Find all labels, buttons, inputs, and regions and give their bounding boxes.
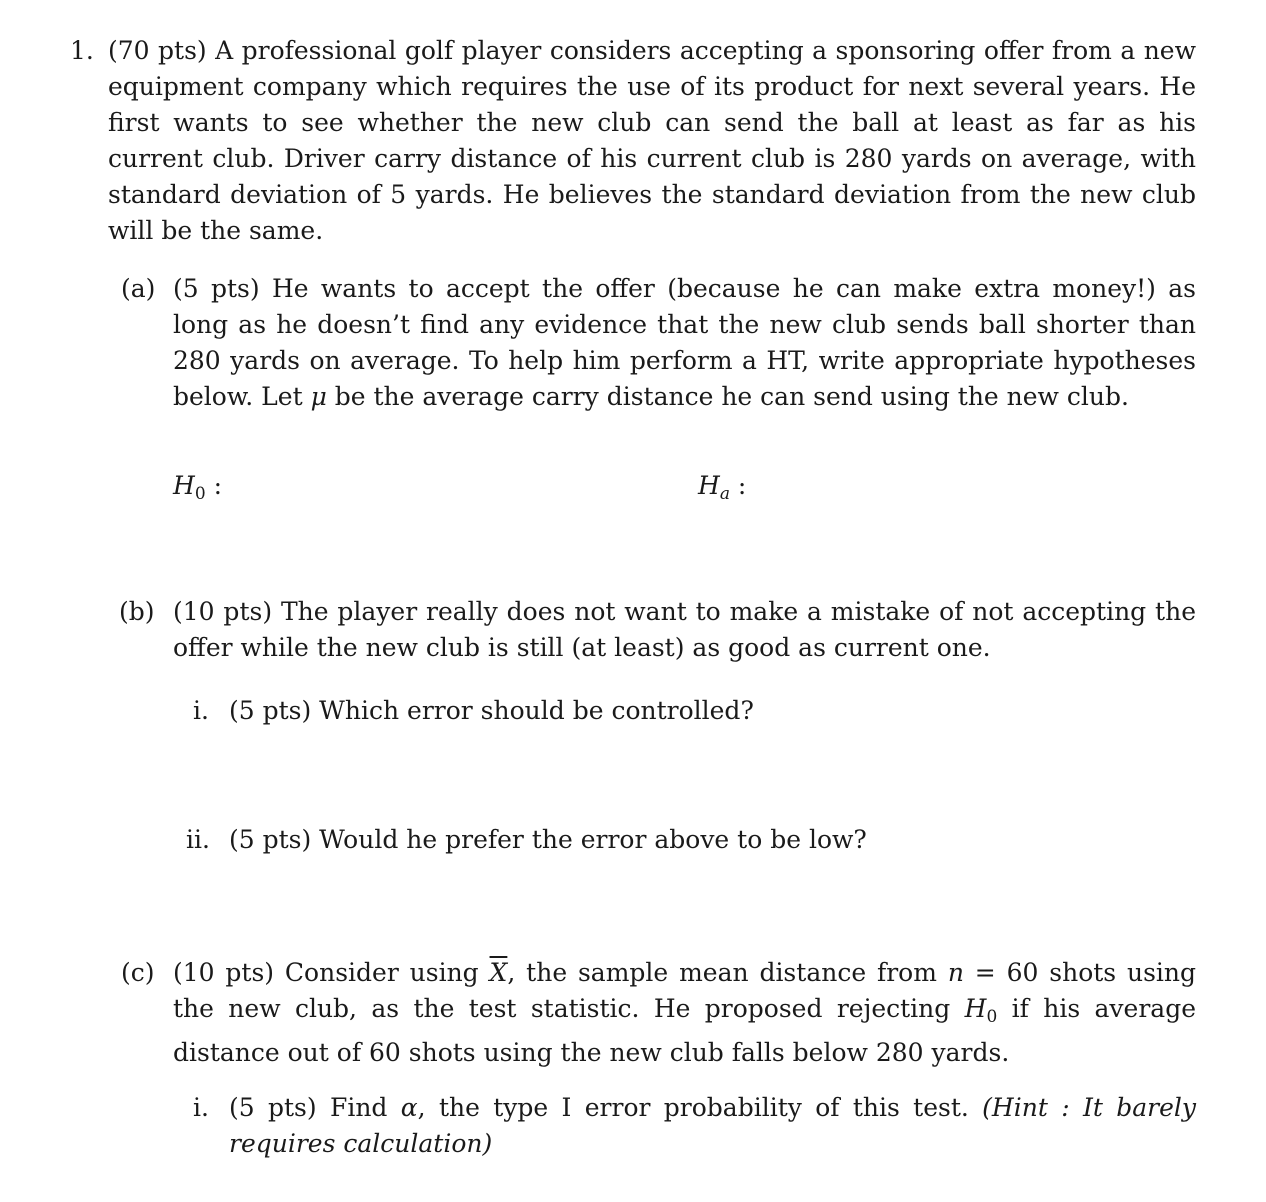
part-c-text-4: if his average distance out of 60 shots using the new club falls below 280 yards.	[173, 994, 1197, 1067]
h0-hypothesis	[173, 468, 222, 512]
alpha-symbol: α	[400, 1093, 418, 1122]
part-c-i-text-1: (5 pts) Find	[229, 1093, 401, 1122]
part-a-text-1: (5 pts) He wants to accept the offer (because he can make extra money!) as long as he doesn’t find any evidence that the new club sends ball shorter than 280 yards on average. To help him perform a HT, write appropriate hypotheses below. Let	[173, 274, 1196, 411]
ha-hypothesis	[698, 468, 746, 512]
h0-sub: 0	[194, 484, 206, 504]
part-b-label: (b)	[119, 597, 155, 626]
part-b-i-text: (5 pts) Which error should be controlled?	[229, 696, 754, 725]
part-c-h0-sub: 0	[986, 1007, 998, 1027]
mu-symbol: μ	[310, 382, 327, 411]
ha-colon: :	[737, 471, 747, 500]
part-b-text: (10 pts) The player really does not want to make a mistake of not accepting the offer while the new club is still (at least) as good as current one.	[173, 597, 1196, 662]
part-b-ii-text: (5 pts) Would he prefer the error above to be low?	[229, 825, 867, 854]
part-c-i-text-2: , the type I error probability of this test.	[417, 1093, 983, 1122]
part-c-label: (c)	[121, 958, 155, 987]
part-b-i-label: i.	[193, 696, 209, 725]
problem-number: 1.	[70, 36, 94, 65]
part-c-text-2: , the sample mean distance from	[507, 958, 948, 987]
part-c-text-1: (10 pts) Consider using	[173, 958, 490, 987]
part-c-text	[173, 955, 1196, 1071]
h0-letter: H	[173, 471, 195, 500]
part-c-h0-letter: H	[964, 994, 987, 1023]
part-c-text-3: = 60 shots using the new club, as the test statistic. He proposed rejecting	[173, 958, 1197, 1023]
part-a-text-2: be the average carry distance he can send using the new club.	[326, 382, 1129, 411]
part-a-text	[173, 271, 1196, 415]
part-c-i-text	[229, 1090, 1196, 1162]
h0-colon: :	[213, 471, 223, 500]
ha-letter: H	[698, 471, 720, 500]
n-symbol: n	[947, 958, 964, 987]
hint-text: (Hint : It barely requires calculation)	[229, 1093, 1197, 1158]
part-b-ii-label: ii.	[186, 825, 210, 854]
ha-sub: a	[719, 484, 730, 504]
part-c-i-label: i.	[193, 1093, 209, 1122]
part-a-label: (a)	[121, 274, 156, 303]
problem-statement: (70 pts) A professional golf player considers accepting a sponsoring offer from a new equipment company which requires the use of its product for next several years. He first wants to see whether the new club can send the ball at least as far as his current club. Driver carry distance of his current club is 280 yards on average, with standard deviation of 5 yards. He believes the standard deviation from the new club will be the same.	[108, 36, 1196, 245]
x-bar-symbol: $\overline{X}$	[489, 958, 508, 987]
